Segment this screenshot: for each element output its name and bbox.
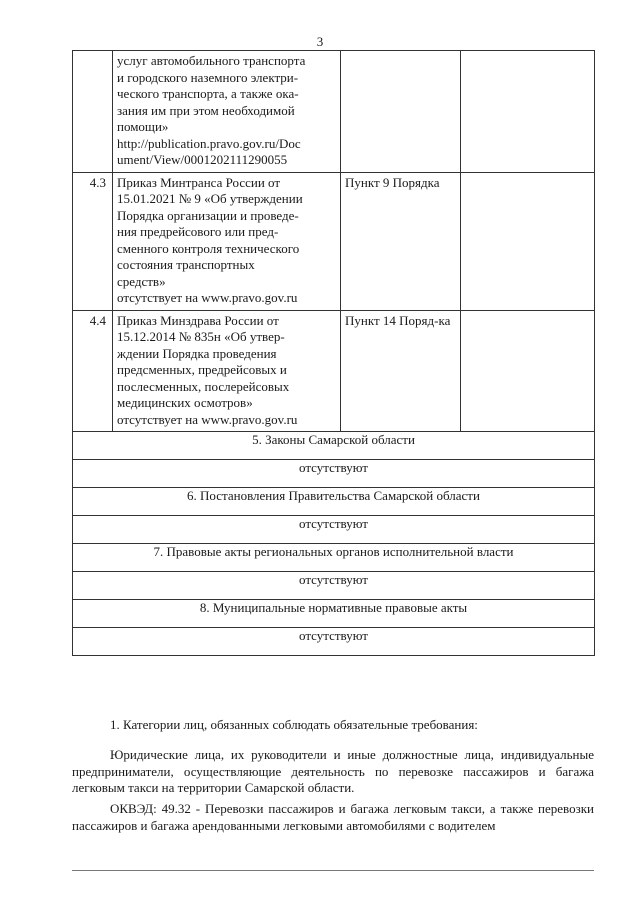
point-cell [341,51,461,173]
document-line: отсутствует на www.pravo.gov.ru [117,411,298,427]
table-row [73,51,595,173]
document-line: предсменных, предрейсовых и [117,362,287,377]
document-line: зания им при этом необходимой [117,102,295,118]
section-status-row [73,572,595,600]
document-cell [113,51,341,173]
extra-cell [461,51,595,173]
page-bottom-divider [72,870,594,871]
categories-heading: 1. Категории лиц, обязанных соблюдать обязательные требования: [110,717,478,732]
section-heading: 6. Постановления Правительства Самарской области [73,488,595,516]
document-line: и городского наземного электри- [117,69,299,85]
section-heading: 7. Правовые акты региональных органов исполнительной власти [73,544,595,572]
document-link[interactable]: ument/View/0001202111290055 [117,152,288,167]
section-status: отсутствуют [73,516,595,544]
document-line: Приказ Минтранса России от [117,174,281,190]
document-line: Порядка организации и проведе- [117,207,299,223]
section-heading-row [73,544,595,572]
legal-acts-table [72,50,595,656]
section-heading: 8. Муниципальные нормативные правовые акты [73,600,595,628]
document-line: состояния транспортных [117,257,255,272]
page-number: 3 [316,34,324,49]
extra-cell [461,310,595,432]
section-heading-row [73,600,595,628]
document-line: ческого транспорта, а также ока- [117,86,299,101]
document-line: ния предрейсового или пред- [117,224,279,239]
document-line: отсутствует на www.pravo.gov.ru [117,290,298,305]
section-heading-row [73,432,595,460]
section-status-row [73,460,595,488]
document-line: 15.01.2021 № 9 «Об утверждении [117,191,303,206]
extra-cell [461,172,595,310]
point-cell: Пункт 14 Поряд-ка [341,310,461,432]
document-line: средств» [117,273,166,289]
document-line: услуг автомобильного транспорта [117,53,306,68]
table-row [73,310,595,432]
section-status: отсутствуют [73,628,595,656]
section-status-row [73,516,595,544]
document-cell [113,310,341,432]
section-status: отсутствуют [73,572,595,600]
document-line: медицинских осмотров» [117,395,253,410]
point-cell: Пункт 9 Порядка [341,172,461,310]
document-line: Приказ Минздрава России от [117,312,279,328]
document-line: сменного контроля технического [117,240,300,256]
document-link[interactable]: http://publication.pravo.gov.ru/Doc [117,135,301,151]
document-cell [113,172,341,310]
section-heading-row [73,488,595,516]
row-number: 4.4 [73,310,113,432]
section-status-row [73,628,595,656]
document-line: послесменных, послерейсовых [117,378,290,394]
document-line: 15.12.2014 № 835н «Об утвер- [117,329,285,344]
section-heading: 5. Законы Самарской области [73,432,595,460]
row-number [73,51,113,173]
table-row [73,172,595,310]
section-status: отсутствуют [73,460,595,488]
categories-description: Юридические лица, их руководители и иные должностные лица, индивидуальные предприниматели, осуществляющие деятельность по перевозке пассажиров и багажа легковым такси на территории Самарской области. [72,747,594,795]
document-line: ждении Порядка проведения [117,345,277,361]
okved-paragraph: ОКВЭД: 49.32 - Перевозки пассажиров и багажа легковым такси, а также перевозки пассажиров и багажа арендованными легковыми автомобилями с водителем [72,801,594,833]
row-number: 4.3 [73,172,113,310]
document-line: помощи» [117,119,169,134]
